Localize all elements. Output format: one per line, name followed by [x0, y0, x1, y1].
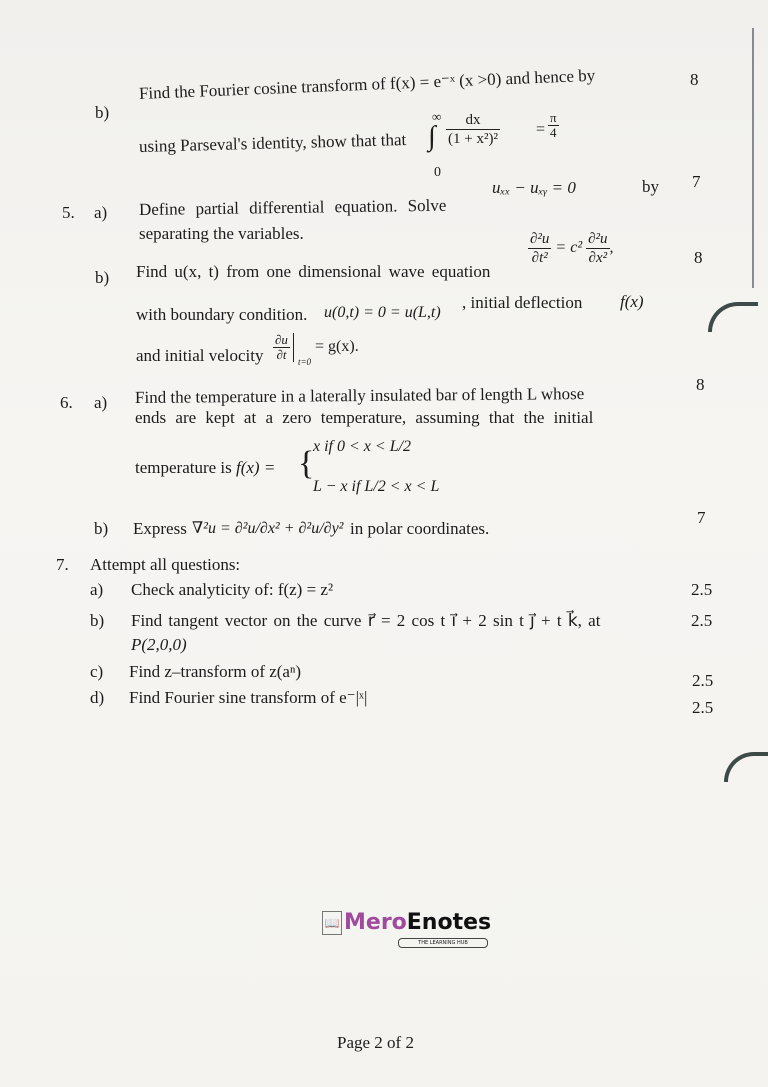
q7a-text: Check analyticity of: f(z) = z² — [131, 580, 334, 599]
page-edge-shadow — [752, 28, 754, 288]
q6a-label: a) — [94, 393, 108, 412]
q5-number: 5. — [62, 203, 75, 222]
q6-number: 6. — [60, 393, 73, 412]
q7b-marks: 2.5 — [691, 611, 713, 630]
q5b-line2: with boundary condition. — [136, 305, 308, 324]
q6a-line1: Find the temperature in a laterally insulated bar of length L whose — [134, 384, 585, 407]
q5b-line3: and initial velocity — [136, 346, 264, 365]
q7b-label: b) — [90, 611, 105, 630]
q7c-marks: 2.5 — [692, 671, 714, 690]
q7a-marks: 2.5 — [691, 580, 713, 599]
q4b-label: b) — [95, 103, 110, 122]
q7a-label: a) — [90, 580, 104, 599]
reader-icon: 📖 — [322, 911, 342, 935]
q6b-laplacian: ∇²u = ∂²u/∂x² + ∂²u/∂y² — [192, 520, 344, 537]
q5b-line2b: , initial deflection — [462, 293, 583, 312]
logo-tagline: THE LEARNING HUB — [398, 938, 488, 948]
integral-upper: ∞ — [432, 109, 442, 124]
q7b-text: Find tangent vector on the curve r⃗ = 2 cos t i⃗ + 2 sin t j⃗ + t k⃗, at — [131, 611, 601, 630]
q5a-by: by — [642, 177, 659, 196]
q5a-equation: uₓₓ − uₓᵧ = 0 — [492, 178, 576, 197]
q5b-label: b) — [95, 268, 110, 287]
integral-fraction: $\frac{dx}{\text{(1 + x²)²}}$ — [448, 112, 498, 147]
q6b-text-post: in polar coordinates. — [350, 519, 490, 538]
q5b-initial-velocity: $\frac{\partial u}{\partial t}$ $_{t=0}$ = g(x). — [275, 332, 359, 368]
q6b-text-pre: Express — [133, 519, 187, 538]
q5a-line2: separating the variables. — [139, 224, 304, 243]
q6a-fx: f(x) = — [236, 458, 276, 477]
q7d-marks: 2.5 — [692, 698, 714, 717]
q7-number: 7. — [56, 555, 69, 574]
exam-page: b) Find the Fourier cosine transform of f(x) = e⁻ˣ (x >0) and hence by 8 using Parseval's identity, show that that ∞ ∫ $\frac{dx}{\text{(1 + x²)²}}$ = $\frac{\pi}{4}$ 0 5. a) Define partial differential equation. Solve uₓₓ − uₓᵧ = 0 by 7 separating the variables. b) Find u(x, t) from one dimensional wave equation $\frac{\text{∂²u}}{\text{∂t²}}$ = c² $\frac{\text{∂²u}}{\text{∂x²}}$ , 8 with boundary condition. u(0,t) = 0 = u(L,t) , initial deflection f(x) and initial velocity $\frac{\partial u}{\partial t}$ $_{t=0}$ = g(x). 6. a) Find the temperature in a laterally insulated bar of length L whose 8 ends are kept at a zero temperature, assuming that the initial temperature is f(x) = { x if 0 < x < L/2 L − x if L/2 < x < L b) Express ∇²u = ∂²u/∂x² + ∂²u/∂y² in polar coordinates. 7 7. Attempt all questions: a) Check analyticity of: f(z) = z² 2.5 b) Find tangent vector on the curve r⃗ = 2 cos t i⃗ + 2 sin t j⃗ + t k⃗, at 2.5 P(2,0,0) c) Find z–transform of z(aⁿ) 2.5 d) Find Fourier sine transform of e⁻|ˣ| 2.5 📖 Mero Enotes THE LEARNING HUB Page 2 of 2 — [0, 0, 768, 1087]
q6a-line3: temperature is — [135, 458, 232, 477]
q5b-wave-equation: $\frac{\text{∂²u}}{\text{∂t²}}$ = c² $\frac{\text{∂²u}}{\text{∂x²}}$ , — [530, 231, 614, 266]
binder-clip-top — [708, 302, 758, 332]
q7c-label: c) — [90, 662, 104, 681]
q6a-marks: 8 — [696, 375, 705, 394]
q5b-line1: Find u(x, t) from one dimensional wave equation — [136, 262, 491, 281]
q7d-label: d) — [90, 688, 105, 707]
meroenotes-logo: 📖 Mero Enotes — [322, 910, 491, 935]
q7d-text: Find Fourier sine transform of e⁻|ˣ| — [129, 688, 368, 707]
q5b-marks: 8 — [694, 248, 703, 267]
integral-sign-icon: ∫ — [428, 121, 436, 152]
q5a-line1: Define partial differential equation. Solve — [138, 195, 447, 219]
q4b-line2: using Parseval's identity, show that that — [138, 130, 407, 156]
q5a-label: a) — [94, 203, 108, 222]
q4b-line1: Find the Fourier cosine transform of f(x) = e⁻ˣ (x >0) and hence by — [138, 65, 596, 103]
integral-result: $\frac{\pi}{4}$ — [550, 110, 557, 140]
q6a-case2: L − x if L/2 < x < L — [313, 478, 440, 495]
q6a-line2: ends are kept at a zero temperature, assuming that the initial — [135, 408, 594, 427]
q4b-marks: 8 — [690, 70, 699, 89]
q5b-fx: f(x) — [620, 292, 644, 311]
q7c-text: Find z–transform of z(aⁿ) — [129, 662, 301, 681]
q7b-text2: P(2,0,0) — [131, 635, 187, 654]
integral-lower: 0 — [434, 165, 441, 180]
binder-clip-bottom — [724, 752, 768, 782]
q6a-brace: { — [298, 445, 315, 482]
q6b-marks: 7 — [697, 508, 706, 527]
q5a-marks: 7 — [692, 172, 701, 191]
page-number: Page 2 of 2 — [337, 1033, 414, 1052]
q5b-boundary-condition: u(0,t) = 0 = u(L,t) — [324, 304, 441, 321]
q6a-case1: x if 0 < x < L/2 — [313, 438, 412, 455]
q7-heading: Attempt all questions: — [90, 555, 241, 574]
q6b-label: b) — [94, 519, 109, 538]
